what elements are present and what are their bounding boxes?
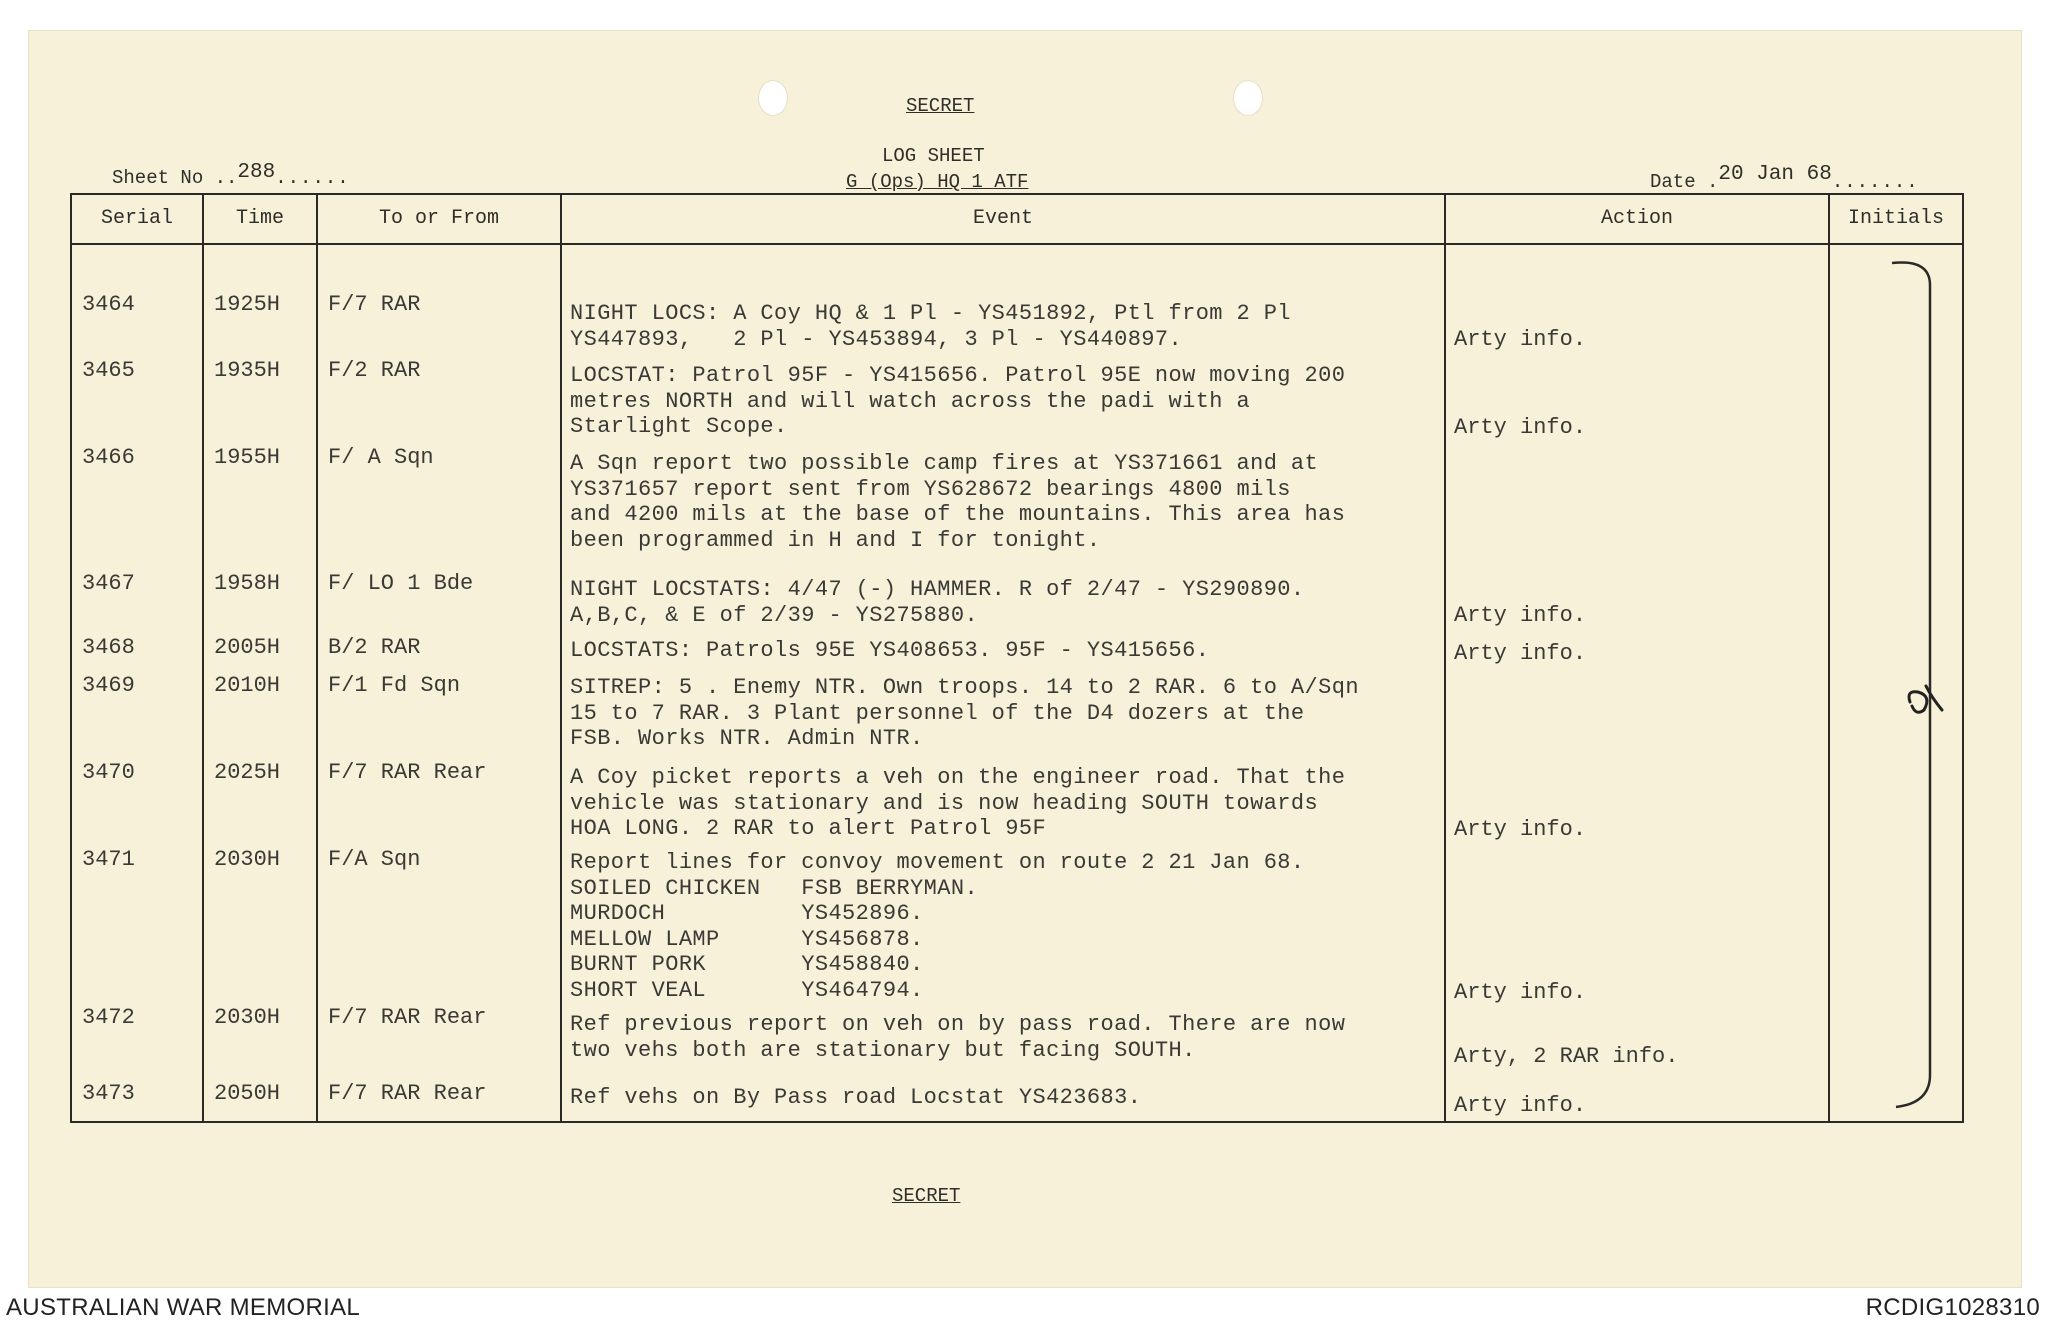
to-from-cell: B/2 RAR <box>328 635 421 660</box>
serial-cell: 3469 <box>82 673 135 698</box>
action-cell: Arty info. <box>1454 817 1587 842</box>
column-divider <box>202 195 204 1121</box>
serial-cell: 3468 <box>82 635 135 660</box>
action-cell: Arty info. <box>1454 603 1587 628</box>
to-from-cell: F/ LO 1 Bde <box>328 571 474 596</box>
column-header-serial: Serial <box>100 207 173 230</box>
column-header-initials: Initials <box>1847 207 1944 230</box>
time-cell: 1958H <box>214 571 281 596</box>
time-cell: 2050H <box>214 1081 281 1106</box>
sheet-number-label: Sheet No .. <box>112 167 238 189</box>
time-cell: 2005H <box>214 635 281 660</box>
time-cell: 2030H <box>214 847 281 872</box>
date-field <box>1650 163 1919 194</box>
serial-cell: 3473 <box>82 1081 135 1106</box>
serial-cell: 3471 <box>82 847 135 872</box>
column-header-action: Action <box>1600 207 1673 230</box>
document-title: LOG SHEET <box>882 145 985 167</box>
action-cell: Arty info. <box>1454 641 1587 666</box>
event-cell: A Sqn report two possible camp fires at YS371661 and at YS371657 report sent from YS628672 bearings 4800 mils and 4200 mils at the base of the mountains. This area has been programmed in H and I for tonight. <box>570 451 1346 553</box>
sheet-number-value: 288 <box>237 161 276 184</box>
punch-hole-left <box>758 80 788 116</box>
time-cell: 1935H <box>214 358 281 383</box>
serial-cell: 3465 <box>82 358 135 383</box>
action-cell: Arty info. <box>1454 980 1587 1005</box>
classification-bottom: SECRET <box>892 1185 961 1207</box>
event-cell: NIGHT LOCS: A Coy HQ & 1 Pl - YS451892, Ptl from 2 Pl YS447893, 2 Pl - YS453894, 3 Pl - YS440897. <box>570 301 1291 352</box>
event-cell: Report lines for convoy movement on route 2 21 Jan 68. SOILED CHICKEN FSB BERRYMAN. MURDOCH YS452896. MELLOW LAMP YS456878. BURNT PORK YS458840. SHORT VEAL YS464794. <box>570 850 1305 1003</box>
event-cell: LOCSTATS: Patrols 95E YS408653. 95F - YS415656. <box>570 638 1210 663</box>
log-table <box>70 193 1964 1123</box>
action-cell: Arty info. <box>1454 1093 1587 1118</box>
sheet-number-field <box>112 161 350 190</box>
column-header-time: Time <box>235 207 284 230</box>
event-cell: SITREP: 5 . Enemy NTR. Own troops. 14 to 2 RAR. 6 to A/Sqn 15 to 7 RAR. 3 Plant personnel of the D4 dozers at the FSB. Works NTR. Admin NTR. <box>570 675 1359 751</box>
time-cell: 1925H <box>214 292 281 317</box>
time-cell: 2025H <box>214 760 281 785</box>
serial-cell: 3464 <box>82 292 135 317</box>
action-cell: Arty info. <box>1454 415 1587 440</box>
archive-credit: AUSTRALIAN WAR MEMORIAL <box>6 1294 361 1321</box>
to-from-cell: F/A Sqn <box>328 847 421 872</box>
column-header-to-or-from: To or From <box>378 207 500 230</box>
serial-cell: 3466 <box>82 445 135 470</box>
to-from-cell: F/7 RAR Rear <box>328 1005 487 1030</box>
classification-top: SECRET <box>906 95 975 117</box>
event-cell: NIGHT LOCSTATS: 4/47 (-) HAMMER. R of 2/47 - YS290890. A,B,C, & E of 2/39 - YS275880. <box>570 577 1305 628</box>
event-cell: A Coy picket reports a veh on the engineer road. That the vehicle was stationary and is now heading SOUTH towards HOA LONG. 2 RAR to alert Patrol 95F <box>570 765 1346 841</box>
action-cell: Arty, 2 RAR info. <box>1454 1044 1679 1069</box>
serial-cell: 3467 <box>82 571 135 596</box>
to-from-cell: F/ A Sqn <box>328 445 434 470</box>
event-cell: Ref previous report on veh on by pass road. There are now two vehs both are stationary but facing SOUTH. <box>570 1012 1346 1063</box>
action-cell: Arty info. <box>1454 327 1587 352</box>
column-divider <box>316 195 318 1121</box>
time-cell: 2010H <box>214 673 281 698</box>
date-label: Date . <box>1650 171 1719 193</box>
serial-cell: 3470 <box>82 760 135 785</box>
column-header-event: Event <box>972 207 1033 230</box>
initials-signature <box>1902 680 1946 720</box>
to-from-cell: F/1 Fd Sqn <box>328 673 461 698</box>
punch-hole-right <box>1233 80 1263 116</box>
column-divider <box>1444 195 1446 1121</box>
date-value: 20 Jan 68 <box>1718 163 1832 186</box>
sheet-number-dots: ...... <box>275 167 350 189</box>
time-cell: 1955H <box>214 445 281 470</box>
archive-reference: RCDIG1028310 <box>1865 1294 2040 1321</box>
to-from-cell: F/7 RAR <box>328 292 421 317</box>
date-dots: ....... <box>1831 171 1919 193</box>
time-cell: 2030H <box>214 1005 281 1030</box>
header-rule <box>72 243 1962 245</box>
column-divider <box>560 195 562 1121</box>
to-from-cell: F/7 RAR Rear <box>328 760 487 785</box>
event-cell: LOCSTAT: Patrol 95F - YS415656. Patrol 95E now moving 200 metres NORTH and will watch across the padi with a Starlight Scope. <box>570 363 1346 439</box>
to-from-cell: F/7 RAR Rear <box>328 1081 487 1106</box>
serial-cell: 3472 <box>82 1005 135 1030</box>
unit-name: G (Ops) HQ 1 ATF <box>846 171 1029 193</box>
event-cell: Ref vehs on By Pass road Locstat YS423683. <box>570 1085 1142 1110</box>
to-from-cell: F/2 RAR <box>328 358 421 383</box>
